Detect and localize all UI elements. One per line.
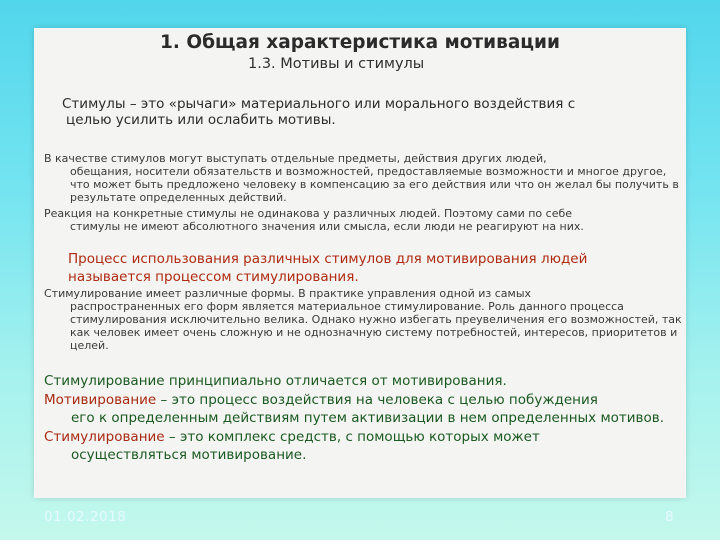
paragraph-first-line: В качестве стимулов могут выступать отдельные предметы, действия других людей, — [44, 152, 547, 165]
footer-date: 01.02.2018 — [44, 509, 127, 525]
paragraph-stimuli-examples — [44, 152, 688, 204]
motivation-term: Мотивирование — [44, 391, 157, 408]
paragraph-stimulation-forms — [44, 287, 688, 352]
definition-line-1: Стимулы – это «рычаги» материального или морального воздействия с — [62, 96, 576, 112]
stimulation-term: Стимулирование — [44, 428, 165, 445]
definition-line-2: целью усилить или ослабить мотивы. — [66, 112, 336, 128]
motivation-definition — [44, 391, 684, 428]
stimulation-definition — [44, 428, 684, 465]
difference-statement: Стимулирование принципиально отличается от мотивирования. — [44, 373, 507, 389]
stimulation-def-rest: осуществляться мотивирование. — [71, 447, 307, 463]
stimulus-definition — [62, 96, 662, 128]
motivation-def-first: – это процесс воздействия на человека с целью побуждения — [156, 391, 598, 408]
paragraph-first-line: Реакция на конкретные стимулы не одинакова у различных людей. Поэтому сами по себе — [44, 207, 573, 220]
paragraph-continuation: обещания, носители обязательств и возможностей, предоставляемые возможности и многое другое, что может быть предложено человеку в компенсацию за его действия или что он желал бы получить в результате определенных действий. — [70, 165, 679, 204]
stimulation-def-first: – это комплекс средств, с помощью которых может — [164, 428, 540, 445]
process-definition: Процесс использования различных стимулов для мотивирования людей называется процессом стимулирования. — [68, 251, 588, 285]
page-number: 8 — [665, 509, 674, 525]
paragraph-continuation: распространенных его форм является материальное стимулирование. Роль данного процесса стимулирования исключительно велика. Однако нужно избегать преувеличения его возможностей, так как человек имеет очень сложную и не однозначную систему потребностей, интересов, приоритетов и целей. — [70, 300, 682, 352]
paragraph-continuation: стимулы не имеют абсолютного значения или смысла, если люди не реагируют на них. — [70, 220, 584, 233]
paragraph-stimuli-reaction — [44, 207, 688, 233]
motivation-def-rest: его к определенным действиям путем активизации в нем определенных мотивов. — [71, 410, 665, 426]
slide-subtitle: 1.3. Мотивы и стимулы — [248, 56, 425, 72]
motivation-vs-stimulation — [44, 372, 684, 465]
paragraph-first-line: Стимулирование имеет различные формы. В практике управления одной из самых — [44, 287, 532, 300]
slide-title: 1. Общая характеристика мотивации — [160, 32, 560, 53]
